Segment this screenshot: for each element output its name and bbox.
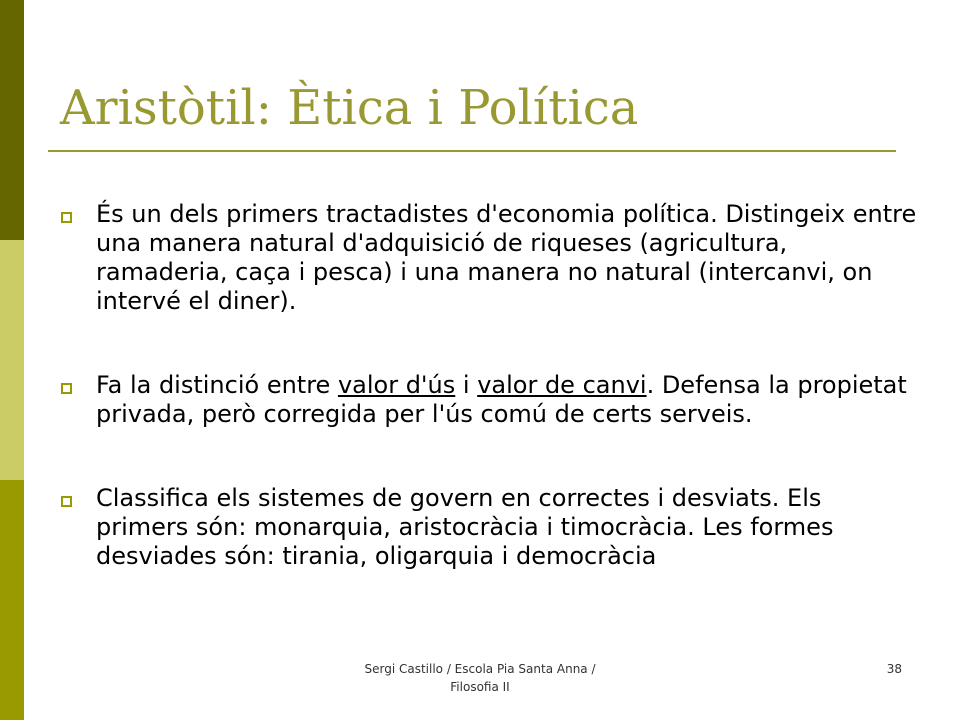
bullet-text: És un dels primers tractadistes d'economia política. Distingeix entre una manera natural d'adquisició de riqueses (agricultura, ramaderia, caça i pesca) i una manera no natural (intercanvi, on intervé el diner). (96, 200, 917, 315)
square-bullet-icon (61, 212, 72, 223)
side-band-olive (0, 480, 24, 720)
underlined-term-exchange-value: valor de canvi (477, 371, 647, 399)
bullet-text: Classifica els sistemes de govern en correctes i desviats. Els primers són: monarquia, aristocràcia i timocràcia. Les formes desviades són: tirania, oligarquia i democràcia (96, 484, 834, 570)
bullet-item-value (60, 371, 920, 429)
footer-line-1: Sergi Castillo / Escola Pia Santa Anna / (364, 662, 596, 676)
slide-title: Aristòtil: Ètica i Política (60, 80, 639, 136)
bullet-item-economy (60, 200, 920, 316)
text-segment: Fa la distinció entre (96, 371, 338, 399)
bullet-text (96, 371, 920, 429)
footer-line-2: Filosofia II (450, 680, 510, 694)
underlined-term-use-value: valor d'ús (337, 371, 456, 399)
title-underline (48, 150, 896, 152)
side-band-dark (0, 0, 24, 240)
square-bullet-icon (61, 496, 72, 507)
text-segment: . Defensa la propietat privada, però corregida per l'ús comú de certs serveis. (96, 371, 907, 428)
side-band-light (0, 240, 24, 480)
bullet-list (60, 200, 920, 571)
slide-footer (330, 660, 630, 696)
square-bullet-icon (61, 383, 72, 394)
bullet-item-government (60, 484, 920, 571)
text-segment: i (455, 371, 478, 399)
page-number: 38 (886, 662, 902, 676)
